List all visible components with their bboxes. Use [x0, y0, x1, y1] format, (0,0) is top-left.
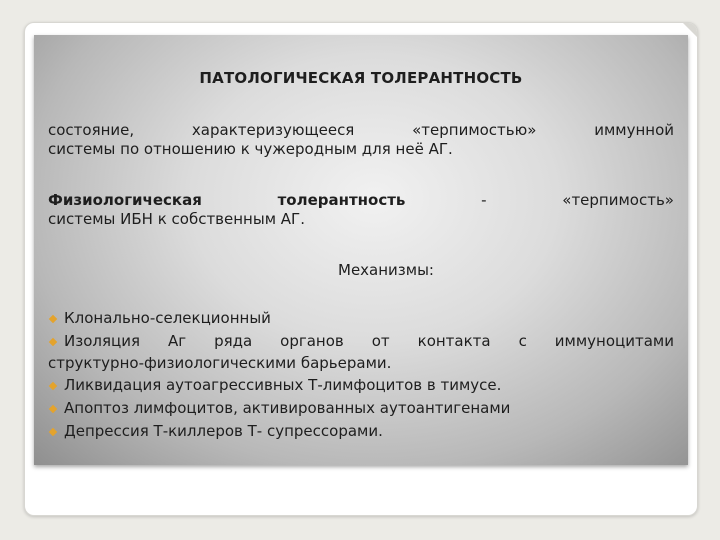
list-item-continuation: структурно-физиологическими барьерами.	[48, 354, 392, 372]
list-item	[48, 330, 674, 374]
physiological-line-2: системы ИБН к собственным АГ.	[48, 210, 305, 228]
list-item-text: Изоляция Аг ряда органов от контакта с иммуноцитами	[64, 332, 674, 350]
physiological-term-word1: Физиологическая	[48, 191, 202, 209]
list-item-text: Депрессия Т-киллеров Т- супрессорами.	[64, 422, 383, 440]
diamond-bullet-icon	[49, 405, 57, 413]
physiological-paragraph	[48, 191, 674, 229]
slide-frame	[24, 22, 698, 516]
list-item-text: Клонально-селекционный	[64, 309, 271, 327]
physiological-quote: «терпимость»	[562, 191, 674, 209]
mechanisms-list	[48, 307, 674, 443]
physiological-term-word2: толерантность	[277, 191, 406, 209]
diamond-bullet-icon	[49, 338, 57, 346]
physiological-line-1	[48, 191, 674, 210]
diamond-bullet-icon	[49, 315, 57, 323]
list-item	[48, 374, 674, 397]
physiological-dash: -	[481, 191, 487, 209]
definition-line-2: системы по отношению к чужеродным для неё АГ.	[48, 140, 453, 158]
list-item-text: Апоптоз лимфоцитов, активированных аутоантигенами	[64, 399, 511, 417]
diamond-bullet-icon	[49, 428, 57, 436]
list-item	[48, 307, 674, 330]
definition-line-1: состояние, характеризующееся «терпимостью» иммунной	[48, 121, 674, 139]
slide-title: ПАТОЛОГИЧЕСКАЯ ТОЛЕРАНТНОСТЬ	[199, 69, 523, 87]
list-item	[48, 420, 674, 443]
list-item	[48, 397, 674, 420]
list-item-text: Ликвидация аутоагрессивных Т-лимфоцитов в тимусе.	[64, 376, 502, 394]
diamond-bullet-icon	[49, 382, 57, 390]
content-panel	[34, 35, 688, 465]
mechanisms-heading: Механизмы:	[338, 261, 434, 279]
definition-paragraph	[48, 121, 674, 159]
